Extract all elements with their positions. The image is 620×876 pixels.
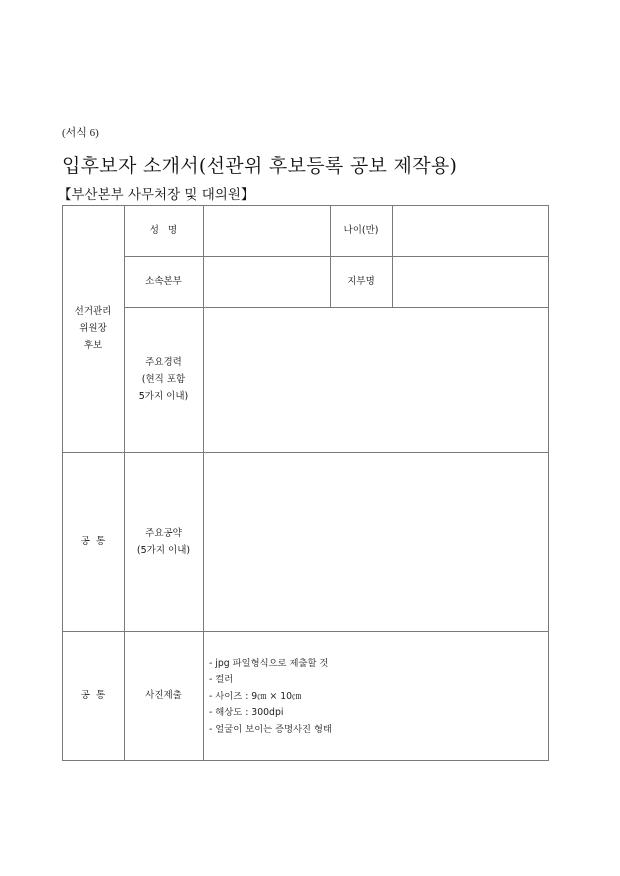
group-label-line: 위원장 — [79, 323, 107, 334]
pledge-label-line: (5가지 이내) — [136, 544, 191, 556]
career-label-line: (현직 포함 — [141, 374, 186, 385]
photo-requirement-item: - 해상도 : 300dpi — [209, 707, 284, 719]
pledge-label — [124, 452, 203, 631]
document-subtitle: 【부산본부 사무처장 및 대의원】 — [58, 187, 255, 203]
pledge-field[interactable] — [203, 452, 548, 631]
group-label-candidate — [62, 205, 124, 452]
branch-field[interactable] — [203, 256, 330, 307]
group-label-line: 선거관리 — [74, 306, 112, 317]
pledge-label-line: 주요공약 — [145, 527, 182, 539]
local-field[interactable] — [392, 256, 548, 307]
form-number: (서식 6) — [62, 127, 99, 139]
career-label-line: 주요경력 — [145, 357, 182, 368]
age-field[interactable] — [392, 205, 548, 256]
career-label-line: 5가지 이내) — [138, 391, 189, 402]
candidate-form-table — [62, 205, 549, 761]
table-border-right — [548, 205, 549, 761]
local-label: 지부명 — [347, 276, 375, 287]
photo-requirement-item: - 컬러 — [209, 674, 234, 686]
name-field[interactable] — [203, 205, 330, 256]
career-field[interactable] — [203, 307, 548, 452]
group-label-common-pledge: 공 통 — [80, 536, 106, 547]
photo-label: 사진제출 — [145, 690, 182, 701]
photo-requirement-item: - 사이즈 : 9㎝ × 10㎝ — [209, 690, 302, 702]
group-label-common-photo: 공 통 — [80, 690, 106, 701]
table-border-bottom — [62, 760, 549, 761]
document-title: 입후보자 소개서(선관위 후보등록 공보 제작용) — [62, 155, 458, 177]
photo-requirement-item: - jpg 파일형식으로 제출할 것 — [209, 658, 329, 669]
branch-label: 소속본부 — [145, 276, 182, 287]
name-label: 성 명 — [149, 225, 178, 236]
photo-requirements-list — [209, 656, 332, 738]
group-label-line: 후보 — [83, 340, 103, 351]
career-label — [124, 307, 203, 452]
age-label: 나이(만) — [343, 225, 379, 236]
photo-requirement-item: - 얼굴이 보이는 증명사진 형태 — [209, 723, 332, 735]
